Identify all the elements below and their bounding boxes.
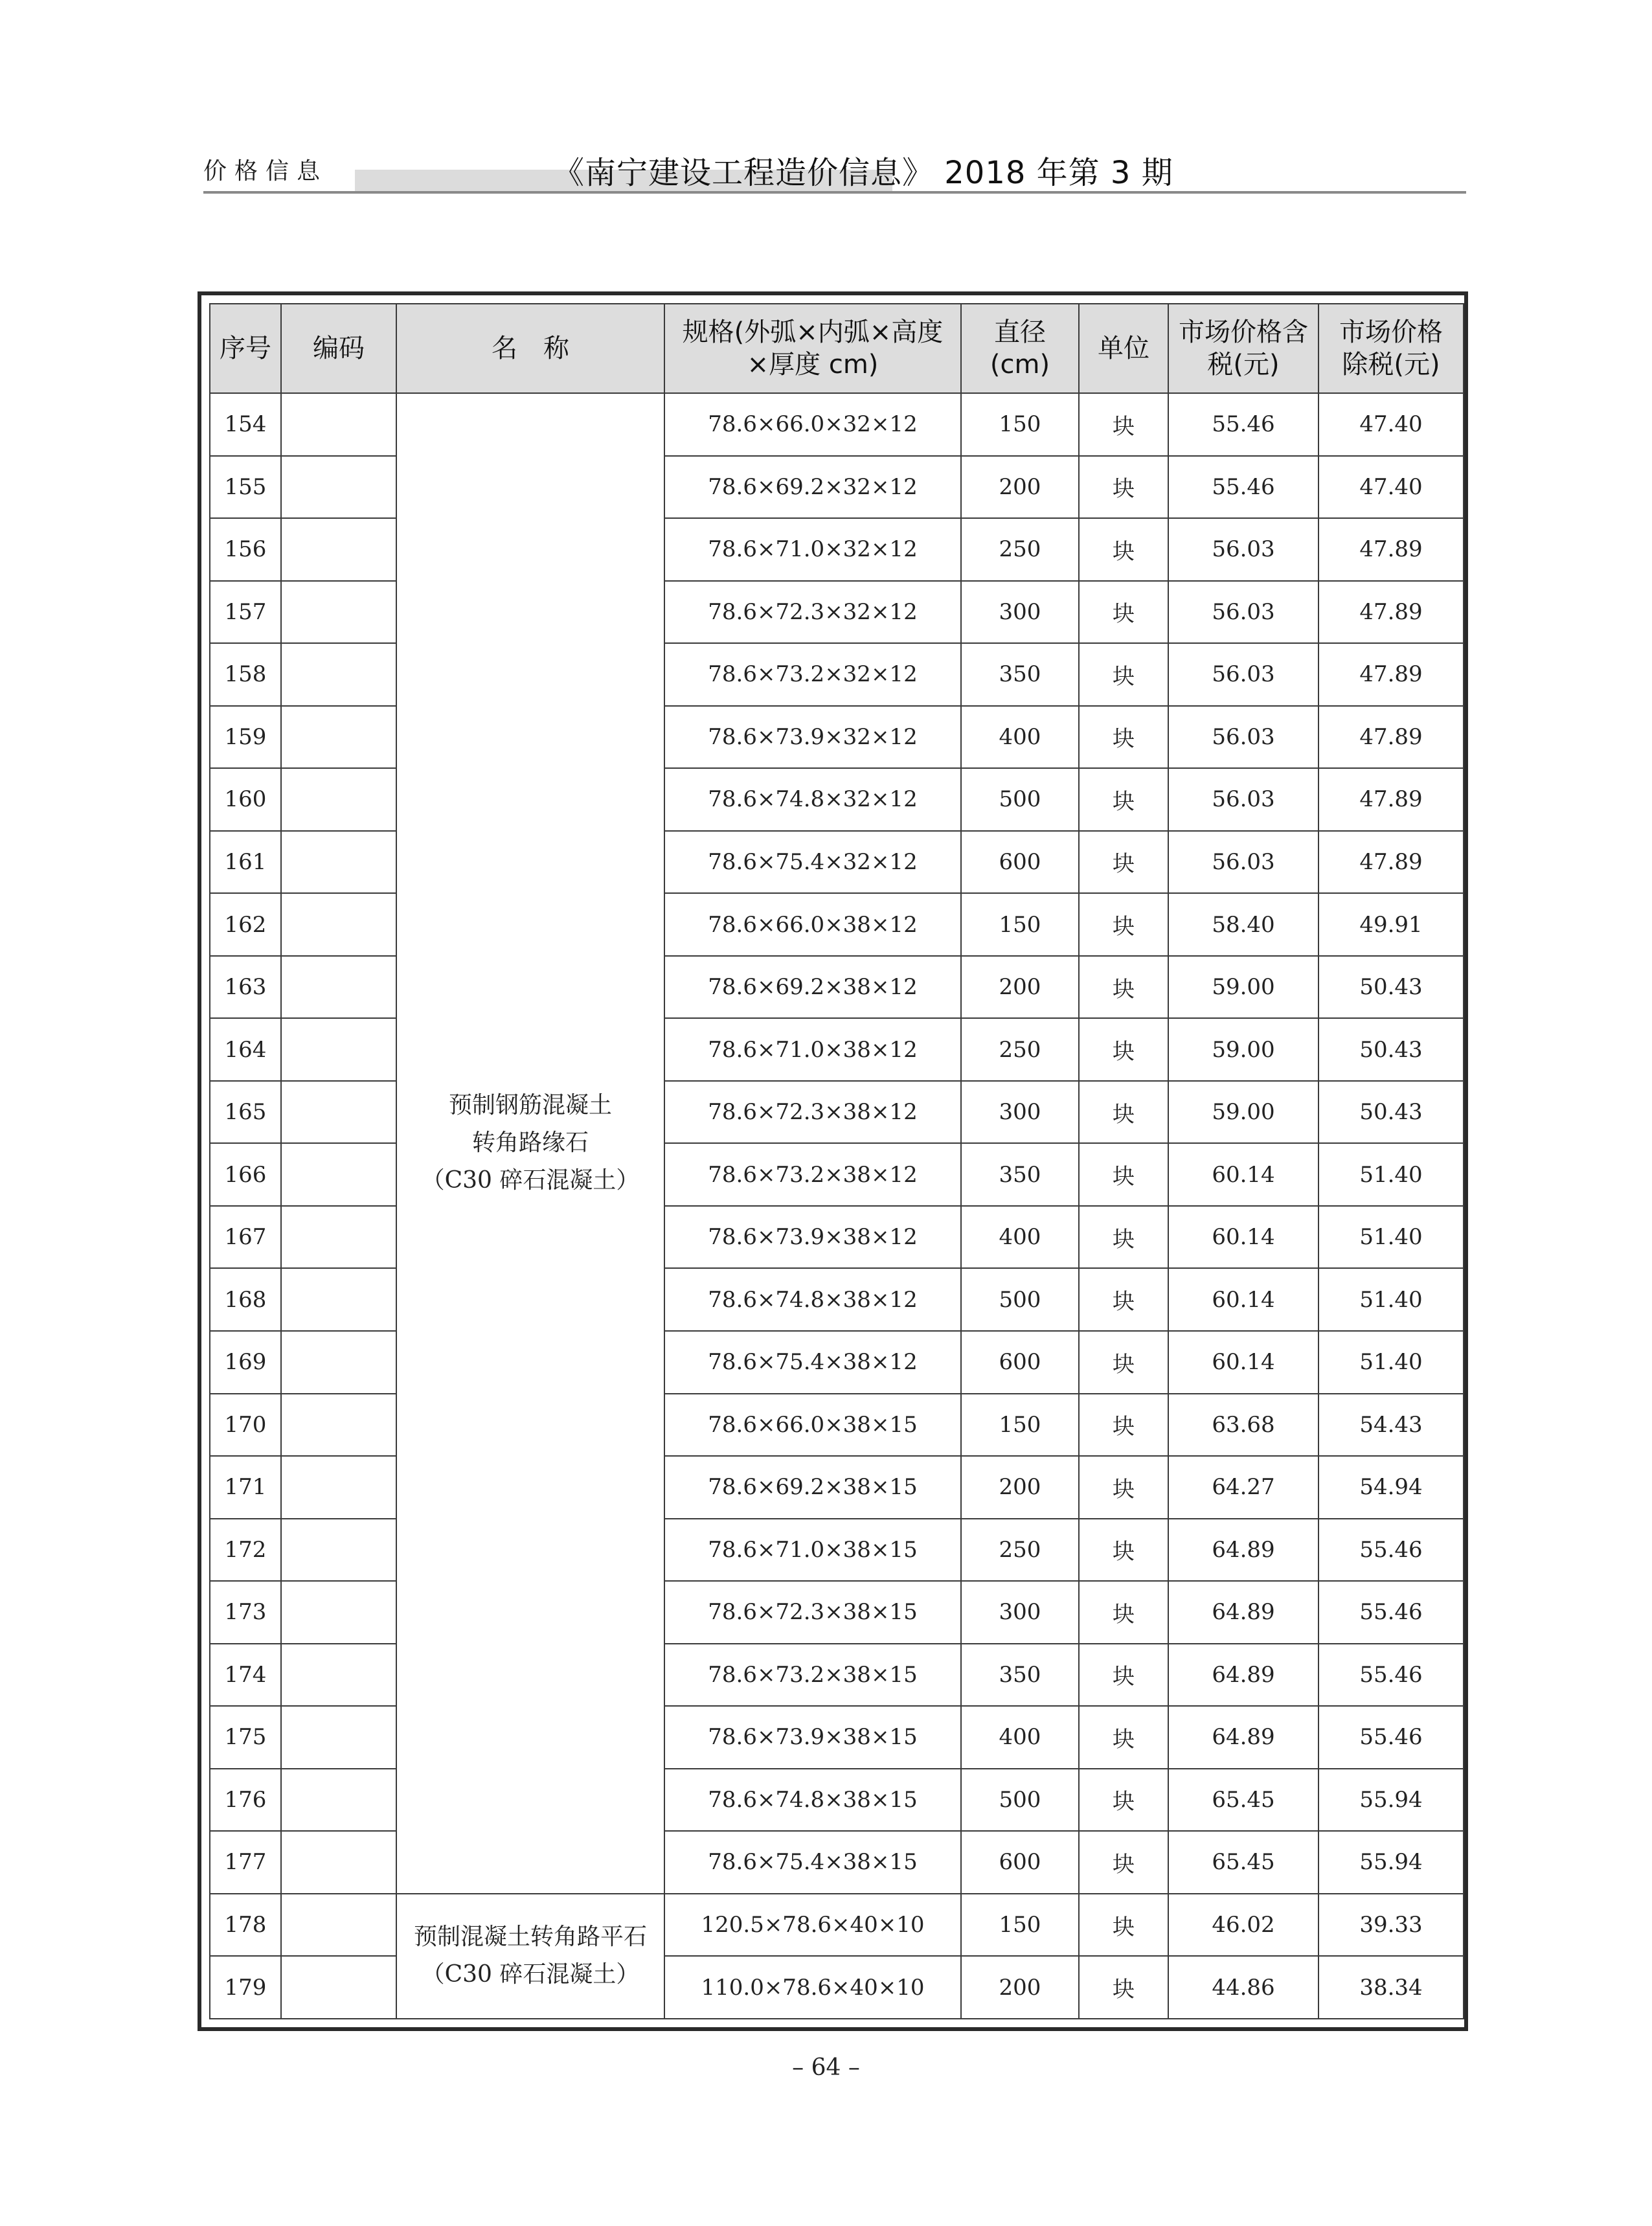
header-highlight-bar (355, 170, 892, 193)
diameter-cell: 500 (961, 1268, 1079, 1331)
price-tax-cell: 55.46 (1168, 393, 1318, 456)
code-cell (281, 643, 396, 706)
price-tax-cell: 65.45 (1168, 1769, 1318, 1832)
page-number: – 64 – (792, 2054, 860, 2081)
publication-title: 《南宁建设工程造价信息》 2018 年第 3 期 (553, 155, 1173, 191)
price-notax-cell: 50.43 (1318, 1081, 1464, 1144)
price-tax-cell: 56.03 (1168, 831, 1318, 894)
row-number-cell: 157 (210, 581, 281, 644)
price-table (209, 303, 1464, 2019)
row-number-cell: 165 (210, 1081, 281, 1144)
spec-cell: 120.5×78.6×40×10 (664, 1894, 961, 1957)
row-number-cell: 174 (210, 1644, 281, 1707)
unit-cell: 块 (1079, 1581, 1168, 1644)
diameter-cell: 150 (961, 893, 1079, 956)
spec-cell: 78.6×75.4×32×12 (664, 831, 961, 894)
code-cell (281, 581, 396, 644)
diameter-cell: 200 (961, 1956, 1079, 2019)
diameter-cell: 350 (961, 1644, 1079, 1707)
col-spec-header: 规格(外弧×内弧×高度×厚度 cm) (664, 304, 961, 393)
unit-cell: 块 (1079, 1519, 1168, 1582)
spec-cell: 78.6×73.2×38×12 (664, 1143, 961, 1206)
code-cell (281, 456, 396, 519)
code-cell (281, 1268, 396, 1331)
code-cell (281, 956, 396, 1019)
price-tax-cell: 63.68 (1168, 1394, 1318, 1457)
price-tax-cell: 56.03 (1168, 643, 1318, 706)
spec-cell: 78.6×66.0×32×12 (664, 393, 961, 456)
price-tax-cell: 56.03 (1168, 706, 1318, 769)
unit-cell: 块 (1079, 643, 1168, 706)
unit-cell: 块 (1079, 1894, 1168, 1957)
unit-cell: 块 (1079, 1018, 1168, 1081)
code-cell (281, 1018, 396, 1081)
col-no-header: 序号 (210, 304, 281, 393)
spec-cell: 78.6×73.2×38×15 (664, 1644, 961, 1707)
diameter-cell: 200 (961, 456, 1079, 519)
row-number-cell: 177 (210, 1831, 281, 1894)
spec-cell: 78.6×75.4×38×15 (664, 1831, 961, 1894)
price-notax-cell: 47.40 (1318, 456, 1464, 519)
price-notax-cell: 51.40 (1318, 1143, 1464, 1206)
product-name-cell: 预制钢筋混凝土 转角路缘石 （C30 碎石混凝土） (396, 393, 664, 1894)
price-notax-cell: 38.34 (1318, 1956, 1464, 2019)
price-notax-cell: 50.43 (1318, 1018, 1464, 1081)
code-cell (281, 1519, 396, 1582)
price-tax-cell: 56.03 (1168, 768, 1318, 831)
diameter-cell: 250 (961, 1519, 1079, 1582)
row-number-cell: 166 (210, 1143, 281, 1206)
spec-cell: 78.6×66.0×38×15 (664, 1394, 961, 1457)
table-body (210, 393, 1464, 2019)
price-tax-cell: 64.89 (1168, 1706, 1318, 1769)
price-tax-cell: 59.00 (1168, 1081, 1318, 1144)
col-name-header: 名 称 (396, 304, 664, 393)
unit-cell: 块 (1079, 893, 1168, 956)
price-tax-cell: 59.00 (1168, 1018, 1318, 1081)
price-tax-cell: 60.14 (1168, 1143, 1318, 1206)
spec-cell: 78.6×66.0×38×12 (664, 893, 961, 956)
diameter-cell: 500 (961, 1769, 1079, 1832)
row-number-cell: 168 (210, 1268, 281, 1331)
row-number-cell: 154 (210, 393, 281, 456)
row-number-cell: 156 (210, 518, 281, 581)
spec-cell: 78.6×73.9×38×12 (664, 1206, 961, 1269)
code-cell (281, 1581, 396, 1644)
spec-cell: 78.6×71.0×32×12 (664, 518, 961, 581)
row-number-cell: 160 (210, 768, 281, 831)
row-number-cell: 179 (210, 1956, 281, 2019)
unit-cell: 块 (1079, 393, 1168, 456)
price-notax-cell: 51.40 (1318, 1206, 1464, 1269)
price-notax-cell: 47.89 (1318, 581, 1464, 644)
unit-cell: 块 (1079, 1456, 1168, 1519)
table-header-row (210, 304, 1464, 393)
price-notax-cell: 49.91 (1318, 893, 1464, 956)
price-tax-cell: 60.14 (1168, 1268, 1318, 1331)
price-tax-cell: 59.00 (1168, 956, 1318, 1019)
code-cell (281, 1706, 396, 1769)
price-tax-cell: 64.89 (1168, 1519, 1318, 1582)
row-number-cell: 155 (210, 456, 281, 519)
unit-cell: 块 (1079, 518, 1168, 581)
unit-cell: 块 (1079, 1831, 1168, 1894)
price-notax-cell: 47.40 (1318, 393, 1464, 456)
row-number-cell: 161 (210, 831, 281, 894)
row-number-cell: 164 (210, 1018, 281, 1081)
code-cell (281, 706, 396, 769)
price-notax-cell: 50.43 (1318, 956, 1464, 1019)
diameter-cell: 150 (961, 1894, 1079, 1957)
price-tax-cell: 46.02 (1168, 1894, 1318, 1957)
diameter-cell: 150 (961, 1394, 1079, 1457)
code-cell (281, 1956, 396, 2019)
code-cell (281, 1894, 396, 1957)
code-cell (281, 1394, 396, 1457)
code-cell (281, 518, 396, 581)
price-tax-cell: 65.45 (1168, 1831, 1318, 1894)
spec-cell: 110.0×78.6×40×10 (664, 1956, 961, 2019)
code-cell (281, 893, 396, 956)
price-notax-cell: 47.89 (1318, 831, 1464, 894)
col-unit-header: 单位 (1079, 304, 1168, 393)
price-notax-cell: 55.94 (1318, 1769, 1464, 1832)
unit-cell: 块 (1079, 831, 1168, 894)
diameter-cell: 250 (961, 518, 1079, 581)
price-tax-cell: 58.40 (1168, 893, 1318, 956)
price-notax-cell: 47.89 (1318, 518, 1464, 581)
spec-cell: 78.6×74.8×38×12 (664, 1268, 961, 1331)
code-cell (281, 1769, 396, 1832)
unit-cell: 块 (1079, 706, 1168, 769)
row-number-cell: 176 (210, 1769, 281, 1832)
code-cell (281, 1081, 396, 1144)
price-tax-cell: 64.27 (1168, 1456, 1318, 1519)
price-notax-cell: 47.89 (1318, 706, 1464, 769)
unit-cell: 块 (1079, 1081, 1168, 1144)
unit-cell: 块 (1079, 1644, 1168, 1707)
unit-cell: 块 (1079, 1394, 1168, 1457)
price-notax-cell: 55.46 (1318, 1581, 1464, 1644)
price-notax-cell: 47.89 (1318, 768, 1464, 831)
col-code-header: 编码 (281, 304, 396, 393)
spec-cell: 78.6×71.0×38×15 (664, 1519, 961, 1582)
diameter-cell: 200 (961, 1456, 1079, 1519)
unit-cell: 块 (1079, 1143, 1168, 1206)
row-number-cell: 162 (210, 893, 281, 956)
row-number-cell: 169 (210, 1331, 281, 1394)
price-tax-cell: 44.86 (1168, 1956, 1318, 2019)
price-tax-cell: 56.03 (1168, 581, 1318, 644)
spec-cell: 78.6×72.3×32×12 (664, 581, 961, 644)
code-cell (281, 1331, 396, 1394)
price-notax-cell: 54.94 (1318, 1456, 1464, 1519)
price-notax-cell: 54.43 (1318, 1394, 1464, 1457)
spec-cell: 78.6×69.2×38×12 (664, 956, 961, 1019)
diameter-cell: 500 (961, 768, 1079, 831)
spec-cell: 78.6×72.3×38×12 (664, 1081, 961, 1144)
diameter-cell: 300 (961, 581, 1079, 644)
diameter-cell: 150 (961, 393, 1079, 456)
row-number-cell: 167 (210, 1206, 281, 1269)
unit-cell: 块 (1079, 1706, 1168, 1769)
price-table-frame (198, 291, 1468, 2031)
price-notax-cell: 47.89 (1318, 643, 1464, 706)
unit-cell: 块 (1079, 456, 1168, 519)
code-cell (281, 1143, 396, 1206)
diameter-cell: 600 (961, 1331, 1079, 1394)
row-number-cell: 172 (210, 1519, 281, 1582)
code-cell (281, 831, 396, 894)
diameter-cell: 350 (961, 643, 1079, 706)
unit-cell: 块 (1079, 581, 1168, 644)
unit-cell: 块 (1079, 1268, 1168, 1331)
diameter-cell: 400 (961, 706, 1079, 769)
price-notax-cell: 39.33 (1318, 1894, 1464, 1957)
code-cell (281, 1831, 396, 1894)
header-rule (203, 191, 1466, 194)
diameter-cell: 300 (961, 1581, 1079, 1644)
product-name-cell: 预制混凝土转角路平石 （C30 碎石混凝土） (396, 1894, 664, 2019)
spec-cell: 78.6×69.2×32×12 (664, 456, 961, 519)
col-price-notax-header: 市场价格除税(元) (1318, 304, 1464, 393)
row-number-cell: 170 (210, 1394, 281, 1457)
col-price-tax-header: 市场价格含税(元) (1168, 304, 1318, 393)
row-number-cell: 158 (210, 643, 281, 706)
price-notax-cell: 55.46 (1318, 1644, 1464, 1707)
section-label: 价格信息 (203, 158, 328, 185)
price-tax-cell: 64.89 (1168, 1581, 1318, 1644)
spec-cell: 78.6×73.9×38×15 (664, 1706, 961, 1769)
col-diameter-header: 直径(cm) (961, 304, 1079, 393)
unit-cell: 块 (1079, 1956, 1168, 2019)
price-tax-cell: 64.89 (1168, 1644, 1318, 1707)
spec-cell: 78.6×73.9×32×12 (664, 706, 961, 769)
spec-cell: 78.6×72.3×38×15 (664, 1581, 961, 1644)
row-number-cell: 163 (210, 956, 281, 1019)
spec-cell: 78.6×75.4×38×12 (664, 1331, 961, 1394)
spec-cell: 78.6×69.2×38×15 (664, 1456, 961, 1519)
price-notax-cell: 55.94 (1318, 1831, 1464, 1894)
unit-cell: 块 (1079, 956, 1168, 1019)
price-tax-cell: 60.14 (1168, 1206, 1318, 1269)
row-number-cell: 159 (210, 706, 281, 769)
spec-cell: 78.6×74.8×32×12 (664, 768, 961, 831)
code-cell (281, 1644, 396, 1707)
row-number-cell: 173 (210, 1581, 281, 1644)
price-notax-cell: 51.40 (1318, 1268, 1464, 1331)
price-notax-cell: 55.46 (1318, 1519, 1464, 1582)
spec-cell: 78.6×73.2×32×12 (664, 643, 961, 706)
diameter-cell: 600 (961, 1831, 1079, 1894)
table-row (210, 1894, 1464, 1957)
code-cell (281, 768, 396, 831)
spec-cell: 78.6×71.0×38×12 (664, 1018, 961, 1081)
diameter-cell: 250 (961, 1018, 1079, 1081)
diameter-cell: 300 (961, 1081, 1079, 1144)
code-cell (281, 1206, 396, 1269)
price-notax-cell: 51.40 (1318, 1331, 1464, 1394)
row-number-cell: 171 (210, 1456, 281, 1519)
row-number-cell: 178 (210, 1894, 281, 1957)
row-number-cell: 175 (210, 1706, 281, 1769)
code-cell (281, 1456, 396, 1519)
diameter-cell: 200 (961, 956, 1079, 1019)
spec-cell: 78.6×74.8×38×15 (664, 1769, 961, 1832)
diameter-cell: 400 (961, 1206, 1079, 1269)
unit-cell: 块 (1079, 1769, 1168, 1832)
code-cell (281, 393, 396, 456)
diameter-cell: 400 (961, 1706, 1079, 1769)
diameter-cell: 600 (961, 831, 1079, 894)
unit-cell: 块 (1079, 1331, 1168, 1394)
unit-cell: 块 (1079, 768, 1168, 831)
price-tax-cell: 55.46 (1168, 456, 1318, 519)
table-row (210, 393, 1464, 456)
unit-cell: 块 (1079, 1206, 1168, 1269)
diameter-cell: 350 (961, 1143, 1079, 1206)
price-tax-cell: 56.03 (1168, 518, 1318, 581)
price-tax-cell: 60.14 (1168, 1331, 1318, 1394)
price-notax-cell: 55.46 (1318, 1706, 1464, 1769)
